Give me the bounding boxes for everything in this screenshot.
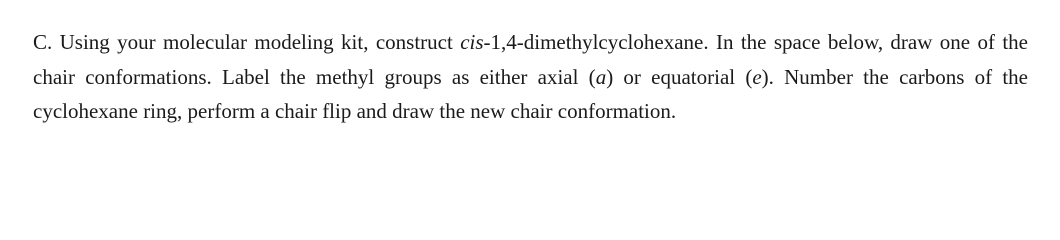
question-text-part-3: ) or equatorial ( <box>606 64 753 89</box>
cis-prefix: cis <box>460 30 484 54</box>
question-text-part-2: -1,4-dimethylcyclohexane. In the space below, draw one of the chair conformations. Label the methyl groups as either axial ( <box>33 30 1028 89</box>
question-text-part-4: ). Number the carbons of the cyclohexane ring, perform a chair flip and draw the new chair conformation. <box>33 64 1028 123</box>
question-paragraph <box>33 25 1028 129</box>
question-text-part-1: C. Using your molecular modeling kit, construct <box>33 30 461 54</box>
equatorial-symbol: e <box>752 64 762 89</box>
axial-symbol: a <box>595 64 607 89</box>
